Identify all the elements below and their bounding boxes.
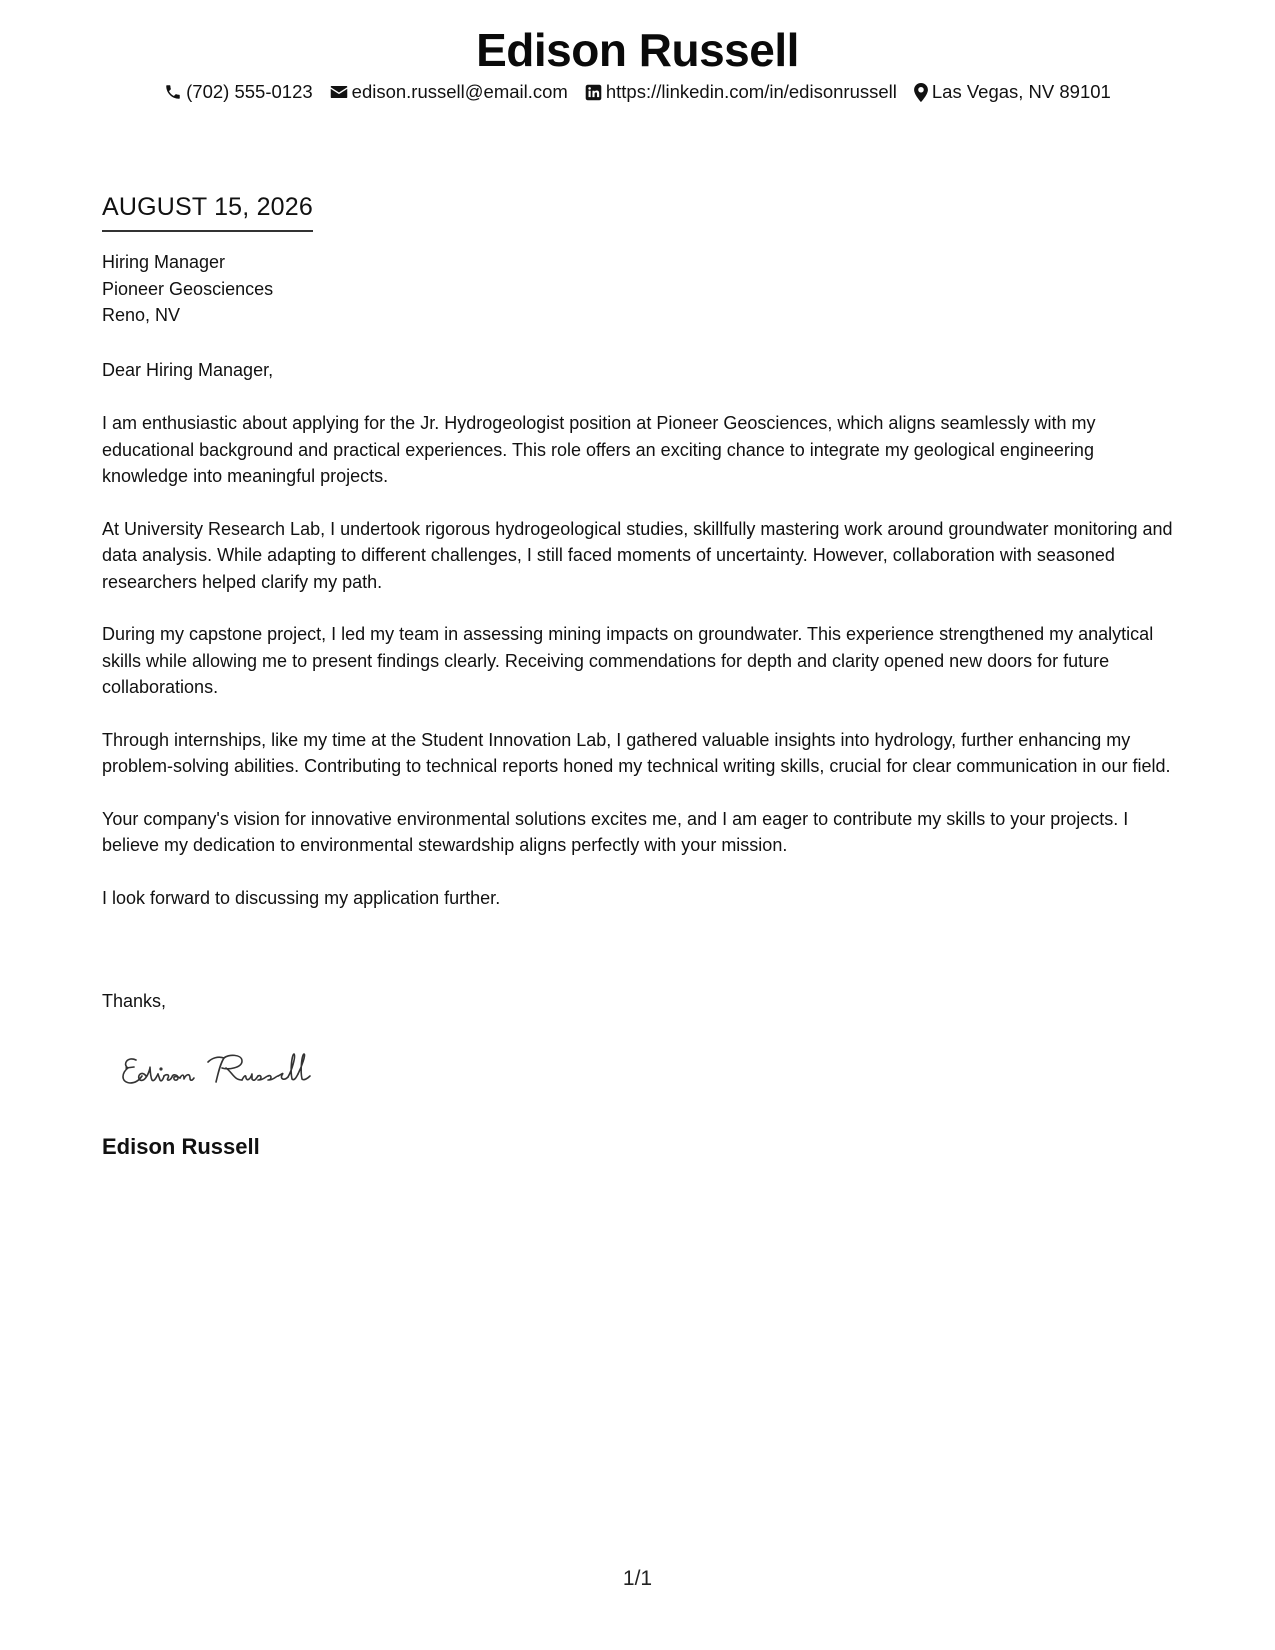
map-pin-icon: [914, 83, 928, 102]
contact-info-row: [0, 78, 1275, 106]
handwritten-signature: [120, 1046, 350, 1096]
body-paragraph: At University Research Lab, I undertook rigorous hydrogeological studies, skillfully mastering work around groundwater monitoring and data analysis. While adapting to different challenges, I still faced moments of uncertainty. However, collaboration with seasoned researchers helped clarify my path.: [102, 518, 1173, 592]
closing-line: Thanks,: [102, 991, 167, 1011]
linkedin-url[interactable]: https://linkedin.com/in/edisonrussell: [605, 81, 897, 102]
salutation: Dear Hiring Manager,: [102, 360, 274, 380]
email-address[interactable]: edison.russell@email.com: [351, 81, 568, 102]
envelope-icon: [330, 84, 348, 100]
body-paragraph: During my capstone project, I led my team in assessing mining impacts on groundwater. This experience strengthened my analytical skills while allowing me to present findings clearly. Receiving commendations for depth and clarity opened new doors for future collaborations.: [102, 624, 1154, 697]
phone-icon: [164, 83, 182, 101]
body-paragraph: Your company's vision for innovative environmental solutions excites me, and I am eager to contribute my skills to your projects. I believe my dedication to environmental stewardship aligns perfectly with your mission.: [102, 808, 1129, 855]
recipient-company: Pioneer Geosciences: [102, 278, 274, 299]
body-paragraph: Through internships, like my time at the Student Innovation Lab, I gathered valuable insights into hydrology, further enhancing my problem-solving abilities. Contributing to technical reports honed my technical writing skills, crucial for clear communication in our field.: [102, 729, 1171, 776]
recipient-location: Reno, NV: [102, 305, 181, 325]
body-paragraph: I look forward to discussing my application further.: [102, 887, 501, 908]
letter-body: [102, 410, 1177, 937]
page-number: 1/1: [622, 1567, 653, 1590]
applicant-name-heading: Edison Russell: [476, 24, 799, 76]
letter-date: AUGUST 15, 2026: [102, 190, 313, 232]
signer-name: Edison Russell: [102, 1134, 260, 1159]
contact-location: [914, 78, 1111, 106]
recipient-block: [102, 249, 273, 329]
body-paragraph: I am enthusiastic about applying for the Jr. Hydrogeologist position at Pioneer Geosciences, which aligns seamlessly with my educational background and practical experiences. This role offers an exciting chance to integrate my geological engineering knowledge into meaningful projects.: [102, 413, 1096, 486]
contact-linkedin: [585, 78, 897, 106]
contact-email: [330, 78, 568, 106]
location-text: Las Vegas, NV 89101: [931, 81, 1111, 102]
signature-image: [120, 1046, 350, 1096]
phone-number: (702) 555-0123: [186, 81, 313, 102]
recipient-title: Hiring Manager: [102, 252, 226, 272]
contact-phone: [164, 78, 313, 106]
linkedin-icon: [585, 84, 602, 101]
